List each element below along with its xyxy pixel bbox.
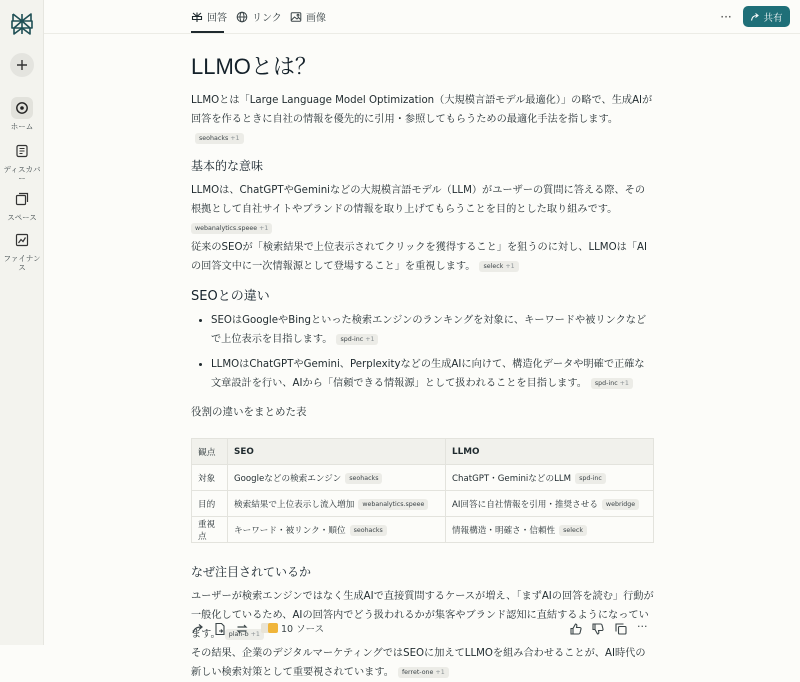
list-item-text: SEOはGoogleやBingといった検索エンジンのランキングを対象に、キーワードや被リンクなどで上位表示を目指します。: [211, 315, 647, 345]
sidebar-item-label: スペース: [7, 213, 37, 222]
cell-text: キーワード・被リンク・順位: [234, 525, 346, 536]
basic-paragraph-1: [191, 181, 654, 238]
table-cell-llmo: [446, 491, 654, 517]
table-header-seo: SEO: [228, 439, 446, 465]
paragraph-text: その結果、企業のデジタルマーケティングではSEOに加えてLLMOを組み合わせることが、AI時代の新しい検索対策として重要視されています。: [191, 648, 646, 678]
citation-source: seleck: [483, 263, 504, 270]
source-favicons-icon: [261, 623, 277, 633]
finance-icon: [15, 233, 29, 247]
intro-text: LLMOとは「Large Language Model Optimization（大規模言語モデル最適化）」の略で、生成AIが回答を作るときに自社の情報を優先的に引用・参照してもらうための最適化手法を指します。: [191, 95, 653, 125]
sidebar-item-spaces[interactable]: [0, 188, 44, 222]
tab-label: リンク: [252, 13, 282, 24]
answer-icon: [191, 11, 203, 23]
citation-badge[interactable]: webanalytics.speee: [358, 499, 428, 510]
citation-source: ferret-one: [401, 669, 434, 676]
comparison-table: [191, 438, 654, 543]
table-cell-aspect: 重視点: [192, 517, 228, 543]
table-cell-seo: [228, 491, 446, 517]
citation-badge[interactable]: spd-inc: [575, 473, 606, 484]
paragraph-text: ユーザーが検索エンジンではなく生成AIで直接質問するケースが増え、「まずAIの回答を読む」行動が一般化しているため、AIの回答内でどう扱われるかが集客やブランド認知に直結するようになっています。: [191, 591, 654, 640]
citation-source: plan-b: [228, 631, 249, 638]
active-tab-indicator: [191, 31, 224, 33]
citation-badge[interactable]: [336, 334, 378, 345]
seo-difference-list: [211, 311, 654, 393]
table-header-llmo: LLMO: [446, 439, 654, 465]
list-item: [211, 355, 654, 393]
table-cell-seo: [228, 465, 446, 491]
tab-links[interactable]: [236, 9, 282, 24]
citation-more: +1: [505, 263, 515, 270]
cell-text: 情報構造・明確さ・信頼性: [452, 525, 556, 536]
table-cell-llmo: [446, 517, 654, 543]
list-item: [211, 311, 654, 349]
table-header-aspect: 観点: [192, 439, 228, 465]
export-icon[interactable]: [213, 622, 227, 636]
rewrite-icon[interactable]: [235, 622, 249, 636]
paragraph-text: 従来のSEOが「検索結果で上位表示されてクリックを獲得すること」を狙うのに対し、LLMOは「AIの回答文中に一次情報源として登場すること」を重視します。: [191, 242, 647, 272]
cell-text: AI回答に自社情報を引用・推奨させる: [452, 499, 598, 510]
citation-source: seohacks: [199, 135, 229, 142]
citation-more: +1: [619, 380, 629, 387]
more-options-button[interactable]: [716, 7, 736, 27]
sources-button[interactable]: [261, 621, 324, 635]
citation-more: +1: [250, 631, 260, 638]
spaces-icon: [15, 192, 29, 206]
tab-images[interactable]: [290, 9, 326, 24]
sources-label: 10 ソース: [281, 624, 325, 635]
tab-label: 画像: [306, 13, 326, 24]
more-icon[interactable]: ···: [637, 620, 648, 633]
citation-more: +1: [435, 669, 445, 676]
sidebar: [0, 0, 44, 645]
image-icon: [290, 11, 302, 23]
sidebar-item-discover[interactable]: [0, 140, 44, 183]
citation-source: spd-inc: [340, 336, 364, 343]
cell-text: Googleなどの検索エンジン: [234, 473, 342, 484]
table-row: [192, 465, 654, 491]
table-cell-aspect: 目的: [192, 491, 228, 517]
table-title: 役割の違いをまとめた表: [191, 406, 307, 418]
thumbs-up-icon[interactable]: [569, 622, 583, 636]
cell-text: ChatGPT・GeminiなどのLLM: [452, 473, 572, 484]
sidebar-item-label: ディスカバー: [3, 165, 41, 183]
section-heading-basic: 基本的な意味: [191, 159, 264, 173]
plus-icon: [16, 59, 28, 71]
home-icon: [15, 101, 29, 115]
citation-badge[interactable]: [195, 133, 244, 144]
table-row: [192, 517, 654, 543]
tab-answer[interactable]: [191, 9, 227, 24]
page-title: LLMOとは？: [191, 54, 317, 79]
citation-more: +1: [365, 336, 375, 343]
perplexity-logo-icon[interactable]: [9, 11, 35, 37]
table-cell-aspect: 対象: [192, 465, 228, 491]
citation-more: +1: [259, 225, 269, 232]
tab-label: 回答: [207, 13, 227, 24]
top-bar: [44, 0, 800, 34]
sidebar-item-finance[interactable]: [0, 229, 44, 272]
answer-content: [191, 50, 654, 682]
intro-paragraph: [191, 91, 654, 148]
basic-paragraph-2: [191, 238, 654, 276]
sidebar-item-label: ファイナンス: [3, 254, 41, 272]
share-button[interactable]: [743, 6, 790, 27]
more-icon: ···: [720, 10, 732, 24]
answer-actions-bar: [191, 620, 654, 638]
sidebar-item-home[interactable]: [0, 97, 44, 131]
table-header-row: [192, 439, 654, 465]
share-label: 共有: [763, 12, 783, 24]
list-item-text: LLMOはChatGPTやGemini、Perplexityなどの生成AIに向けて、構造化データや明確で正確な文章設計を行い、AIから「信頼できる情報源」として扱われることを目指します。: [211, 359, 645, 389]
copy-icon[interactable]: [614, 622, 628, 636]
section-heading-seo: SEOとの違い: [191, 289, 270, 304]
citation-badge[interactable]: [591, 378, 633, 389]
globe-icon: [236, 11, 248, 23]
citation-source: webanalytics.speee: [195, 225, 258, 232]
citation-more: +1: [230, 135, 240, 142]
share-icon: [750, 12, 760, 22]
table-row: [192, 491, 654, 517]
citation-badge[interactable]: [398, 667, 449, 678]
section-heading-why: なぜ注目されているか: [191, 565, 312, 579]
share-icon[interactable]: [191, 622, 205, 636]
discover-icon: [15, 144, 29, 158]
table-cell-seo: [228, 517, 446, 543]
thumbs-down-icon[interactable]: [591, 622, 605, 636]
table-cell-llmo: [446, 465, 654, 491]
paragraph-text: LLMOは、ChatGPTやGeminiなどの大規模言語モデル（LLM）がユーザーの質問に答える際、その根拠として自社サイトやブランドの情報を取り上げてもらうことを目的とした取り組みです。: [191, 185, 646, 215]
cell-text: 検索結果で上位表示し流入増加: [234, 499, 355, 510]
citation-badge[interactable]: seleck: [559, 525, 587, 536]
citation-badge[interactable]: webridge: [602, 499, 639, 510]
new-thread-button[interactable]: [10, 53, 34, 77]
citation-source: spd-inc: [594, 380, 618, 387]
citation-badge[interactable]: seohacks: [350, 525, 387, 536]
citation-badge[interactable]: [479, 261, 518, 272]
citation-badge[interactable]: [191, 223, 272, 234]
sidebar-item-label: ホーム: [10, 122, 34, 131]
citation-badge[interactable]: seohacks: [345, 473, 382, 484]
why-paragraph-2: [191, 644, 654, 682]
